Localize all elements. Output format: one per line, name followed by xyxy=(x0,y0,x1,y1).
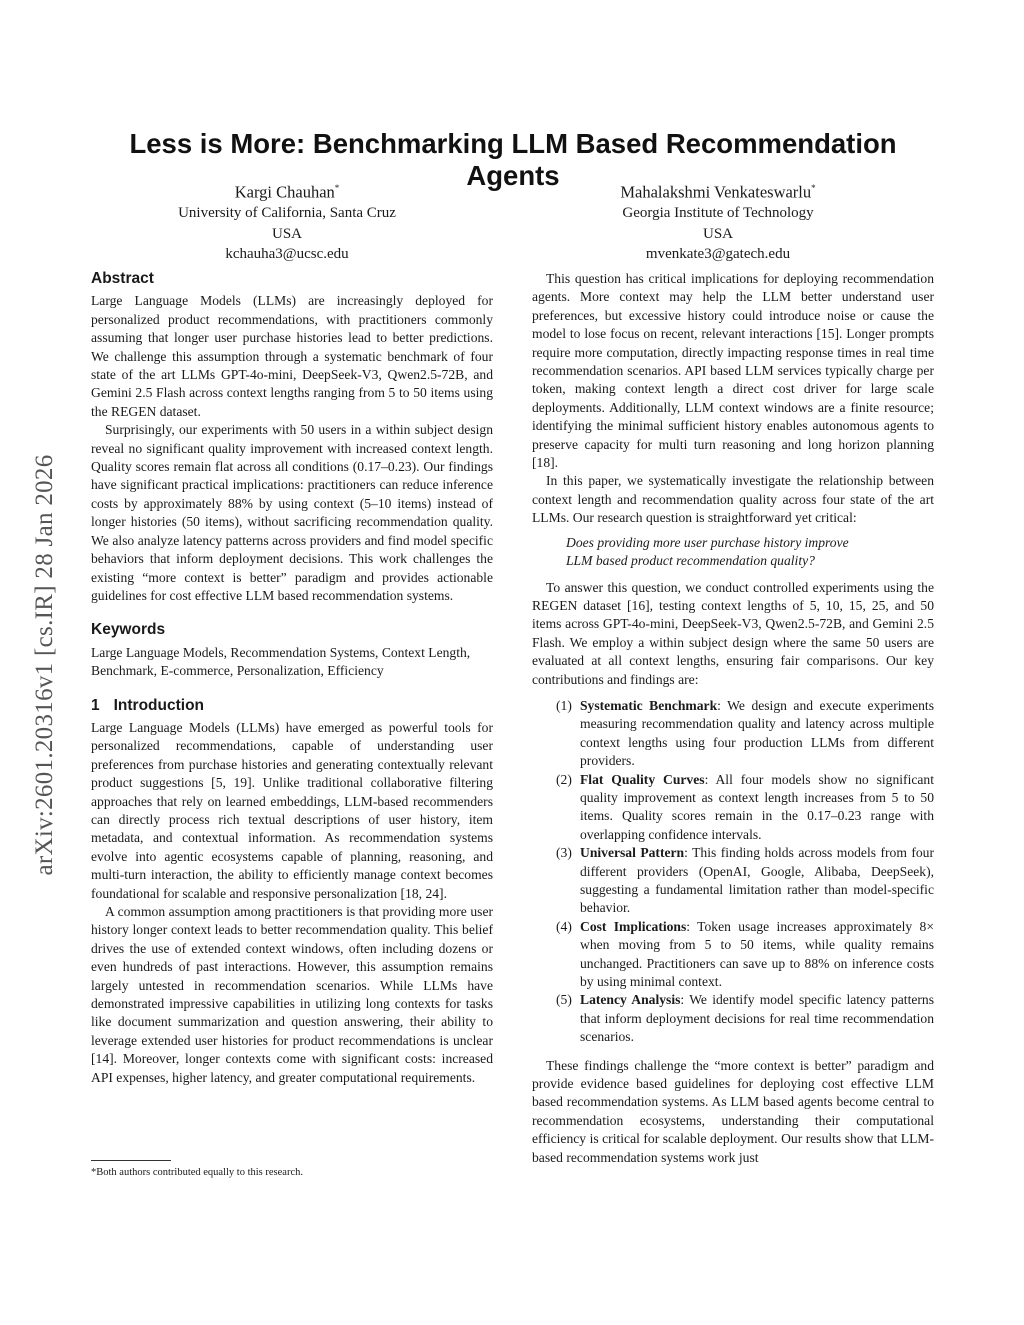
item-text: : We design and execute experiments measuring recommendation quality and latency across multiple context lengths using four production LLMs from different providers. xyxy=(580,697,934,769)
item-label: (4) xyxy=(556,918,572,934)
author-name: Kargi Chauhan xyxy=(234,182,335,202)
author-block-2 xyxy=(553,178,883,265)
item-label: (3) xyxy=(556,845,572,861)
contribution-item xyxy=(532,697,934,771)
abstract-heading: Abstract xyxy=(91,270,154,287)
contribution-item xyxy=(532,844,934,918)
author-country: USA xyxy=(271,225,302,242)
intro-paragraph-2: A common assumption among practitioners is that providing more user history longer context leads to better recommendation quality. This belief drives the use of extended context windows, often including dozens or even hundreds of past interactions. However, this assumption remains largely untested in recommendation scenarios. While LLMs have demonstrated impressive capabilities in utilizing long contexts for tasks like document summarization and question answering, their ability to leverage extended user histories for product recommendations is unclear [14]. Moreover, longer contexts come with significant costs: increased API expenses, higher latency, and greater computational requirements. xyxy=(91,904,493,1085)
item-title: Universal Pattern xyxy=(580,845,685,861)
author-affiliation: University of California, Santa Cruz xyxy=(178,205,396,221)
right-paragraph-4: These findings challenge the “more context is better” paradigm and provide evidence based guidelines for deploying cost effective LLM based recommendation systems. As LLM based agents become central to recommendation ecosystems, understanding their computational efficiency is critical for scalable deployment. Our results show that LLM-based recommendation systems work just xyxy=(532,1057,934,1165)
abstract-paragraph-1: Large Language Models (LLMs) are increasingly deployed for personalized product recommendations, with practitioners commonly assuming that longer user purchase histories lead to better predictions. We challenge this assumption through a systematic benchmark of four state of the art LLMs GPT-4o-mini, DeepSeek-V3, Qwen2.5-72B, and Gemini 2.5 Flash across context lengths ranging from 5 to 50 items using the REGEN dataset. xyxy=(91,293,493,419)
research-question-line-2: LLM based product recommendation quality? xyxy=(566,553,815,569)
item-title: Latency Analysis xyxy=(580,992,681,1008)
item-label: (1) xyxy=(556,697,572,713)
item-text: : Token usage increases approximately 8× when moving from 5 to 50 items, while quality remains unchanged. Practitioners can save up to 88% on inference costs by using minimal context. xyxy=(580,918,935,990)
author-block-1 xyxy=(122,178,452,265)
contribution-item xyxy=(532,771,934,845)
research-question-line-1: Does providing more user purchase history improve xyxy=(566,534,849,550)
arxiv-sidebar xyxy=(32,380,58,950)
arxiv-identifier: arXiv:2601.20316v1 [cs.IR] 28 Jan 2026 xyxy=(31,454,58,876)
item-text: : We identify model specific latency patterns that inform deployment decisions for real time recommendation scenarios. xyxy=(580,992,934,1045)
item-title: Cost Implications xyxy=(580,918,687,934)
item-text: : This finding holds across models from four different providers (OpenAI, Google, Alibaba, DeepSeek), suggesting a fundamental limitation rather than model-specific behavior. xyxy=(580,845,935,916)
right-paragraph-1: This question has critical implications for deploying recommendation agents. More context may help the LLM better understand user preferences, but excessive history could introduce noise or cause the model to lose focus on recent, relevant interactions [15]. Longer prompts require more computation, directly impacting response times in real time recommendation scenarios. API based LLM services typically charge per token, making context length a direct cost driver for large scale deployments. Additionally, LLM context windows are a finite resource; identifying the minimal sufficient history enables autonomous agents to preserve capacity for multi turn reasoning and long horizon planning [18]. xyxy=(532,271,934,471)
right-paragraph-2: In this paper, we systematically investigate the relationship between context length and recommendation quality across four state of the art LLMs. Our research question is straightforward yet critical: xyxy=(532,473,934,526)
item-text: : All four models show no significant quality improvement as context length increases from 5 to 50 items. Quality scores remain in the 0.17–0.23 range with overlapping confidence intervals. xyxy=(580,771,934,842)
section-number: 1 xyxy=(91,696,100,714)
author-mark: * xyxy=(811,183,816,193)
paper-title: Less is More: Benchmarking LLM Based Recommendation Agents xyxy=(129,128,897,191)
footnote: *Both authors contributed equally to this research. xyxy=(91,1167,303,1178)
contribution-item xyxy=(532,991,934,1046)
author-country: USA xyxy=(702,225,733,242)
abstract-paragraph-2: Surprisingly, our experiments with 50 users in a within subject design reveal no significant quality improvement with increased context length. Quality scores remain flat across all conditions (0.17–0.23). Our findings have significant practical implications: practitioners can reduce inference costs by approximately 88% by using context (5–10 items) instead of longer histories (50 items), without sacrificing recommendation quality. We also analyze latency patterns across providers and find model specific behaviors that inform deployment decisions. This work challenges the existing “more context is better” paradigm and provides actionable guidelines for cost effective LLM based recommendation systems. xyxy=(91,422,493,603)
right-paragraph-3: To answer this question, we conduct controlled experiments using the REGEN dataset [16], testing context lengths of 5, 10, 15, 25, and 50 items across GPT-4o-mini, DeepSeek-V3, Qwen2.5-72B, and Gemini 2.5 Flash. We employ a within subject design where the same 50 users are evaluated at all context lengths, ensuring fair comparisons. Our key contributions and findings are: xyxy=(532,579,934,687)
keywords-text: Large Language Models, Recommendation Systems, Context Length, Benchmark, E-commerce, Personalization, Efficiency xyxy=(91,644,471,679)
contribution-item xyxy=(532,918,934,992)
item-title: Flat Quality Curves xyxy=(580,771,705,787)
left-column xyxy=(91,270,493,1087)
research-question xyxy=(566,534,934,571)
item-title: Systematic Benchmark xyxy=(580,697,718,713)
author-email: kchauha3@ucsc.edu xyxy=(225,246,349,262)
item-label: (2) xyxy=(556,771,572,787)
introduction-heading xyxy=(91,697,493,715)
intro-paragraph-1: Large Language Models (LLMs) have emerged as powerful tools for personalized recommendations, capable of understanding user preferences from purchase histories and generating contextually relevant product suggestions [5, 19]. Unlike traditional collaborative filtering approaches that rely on learned embeddings, LLM-based recommenders can directly process rich textual descriptions of user history, item metadata, and contextual information. As recommendation systems evolve into agentic ecosystems capable of planning, reasoning, and multi-turn interaction, the ability to efficiently manage context becomes foundational for scalable and responsive personalization [18, 24]. xyxy=(91,719,493,901)
author-mark: * xyxy=(334,183,340,193)
author-email: mvenkate3@gatech.edu xyxy=(645,246,791,262)
contributions-list xyxy=(532,697,934,1047)
item-label: (5) xyxy=(556,992,572,1008)
keywords-heading: Keywords xyxy=(91,621,166,639)
right-column xyxy=(532,270,934,1167)
author-name: Mahalakshmi Venkateswarlu xyxy=(620,182,812,202)
section-title: Introduction xyxy=(113,696,205,714)
author-affiliation: Georgia Institute of Technology xyxy=(622,205,814,221)
footnote-rule xyxy=(91,1160,171,1161)
